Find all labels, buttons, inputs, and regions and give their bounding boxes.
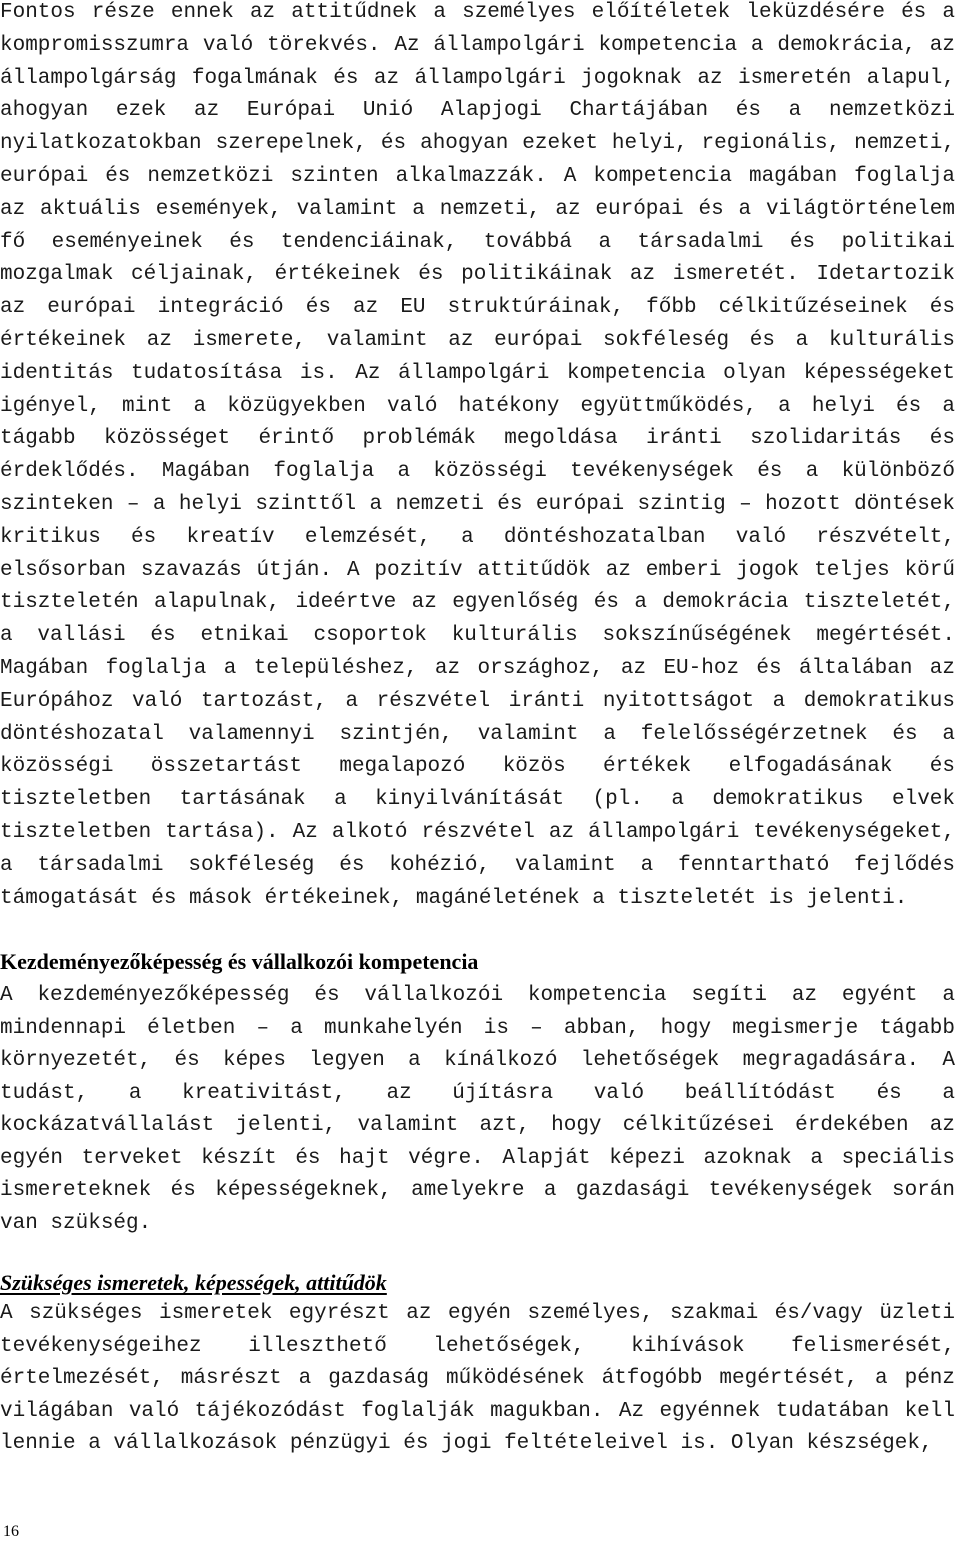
body-paragraph-entrepreneurship: A kezdeményezőképesség és vállalkozói kompetencia segíti az egyént a mindennapi életben – a munkahelyén is – abban, hogy megismerje tágabb környezetét, és képes legyen a kínálkozó lehetőségek megragadására. A tudást, a kreativitást, az újításra való beállítódást és a kockázatvállalást jelenti, valamint azt, hogy célkitűzései érdekében az egyén terveket készít és hajt végre. Alapját képezi azoknak a speciális ismereteknek és képességeknek, amelyekre a gazdasági tevékenységek során van szükség. bbox=[0, 984, 955, 1235]
subsection-heading-knowledge-skills-attitudes: Szükséges ismeretek, képességek, attitűdök bbox=[0, 1270, 387, 1295]
section-heading-entrepreneurship: Kezdeményezőképesség és vállalkozói kompetencia bbox=[0, 949, 479, 974]
body-paragraph-civic-competence: Fontos része ennek az attitűdnek a személyes előítéletek leküzdésére és a kompromisszumra való törekvés. Az állampolgári kompetencia a demokrácia, az állampolgárság fogalmának és az állampolgári jogoknak az ismeretén alapul, ahogyan ezek az Európai Unió Alapjogi Chartájában és a nemzetközi nyilatkozatokban szerepelnek, és ahogyan ezeket helyi, regionális, nemzeti, európai és nemzetközi szinten alkalmazzák. A kompetencia magában foglalja az aktuális események, valamint a nemzeti, az európai és a világtörténelem fő eseményeinek és tendenciáinak, továbbá a társadalmi és politikai mozgalmak céljainak, értékeinek és politikáinak az ismeretét. Idetartozik az európai integráció és az EU struktúráinak, főbb célkitűzéseinek és értékeinek az ismerete, valamint az európai sokféleség és a kulturális identitás tudatosítása is. Az állampolgári kompetencia olyan képességeket igényel, mint a közügyekben való hatékony együttműködés, a helyi és a tágabb közösséget érintő problémák megoldása iránti szolidaritás és érdeklődés. Magában foglalja a közösségi tevékenységek és a különböző szinteken – a helyi szinttől a nemzeti és európai szintig – hozott döntések kritikus és kreatív elemzését, a döntéshozatalban való részvételt, elsősorban szavazás útján. A pozitív attitűdök az emberi jogok teljes körű tiszteletén alapulnak, ideértve az egyenlőség és a demokrácia tiszteletét, a vallási és etnikai csoportok kulturális sokszínűségének megértését. Magában foglalja a településhez, az országhoz, az EU-hoz és általában az Európához való tartozást, a részvétel iránti nyitottságot a demokratikus döntéshozatal valamennyi szintjén, valamint a felelősségérzetnek és a közösségi összetartást megalapozó közös értékek elfogadásának és tiszteletben tartásának a kinyilvánítását (pl. a demokratikus elvek tiszteletben tartása). Az alkotó részvétel az állampolgári tevékenységeket, a társadalmi sokféleség és kohézió, valamint a fenntartható fejlődés támogatását és mások értékeinek, magánéletének a tiszteletét is jelenti. bbox=[0, 1, 955, 910]
body-paragraph-required-knowledge: A szükséges ismeretek egyrészt az egyén személyes, szakmai és/vagy üzleti tevékenységeihez illeszthető lehetőségek, kihívások felismerését, értelmezését, másrészt a gazdaság működésének átfogóbb megértését, a pénz világában való tájékozódást foglalják magukban. Az egyénnek tudatában kell lennie a vállalkozások pénzügyi és jogi feltételeivel is. Olyan készségek, bbox=[0, 1302, 955, 1456]
page-number: 16 bbox=[3, 1523, 19, 1540]
